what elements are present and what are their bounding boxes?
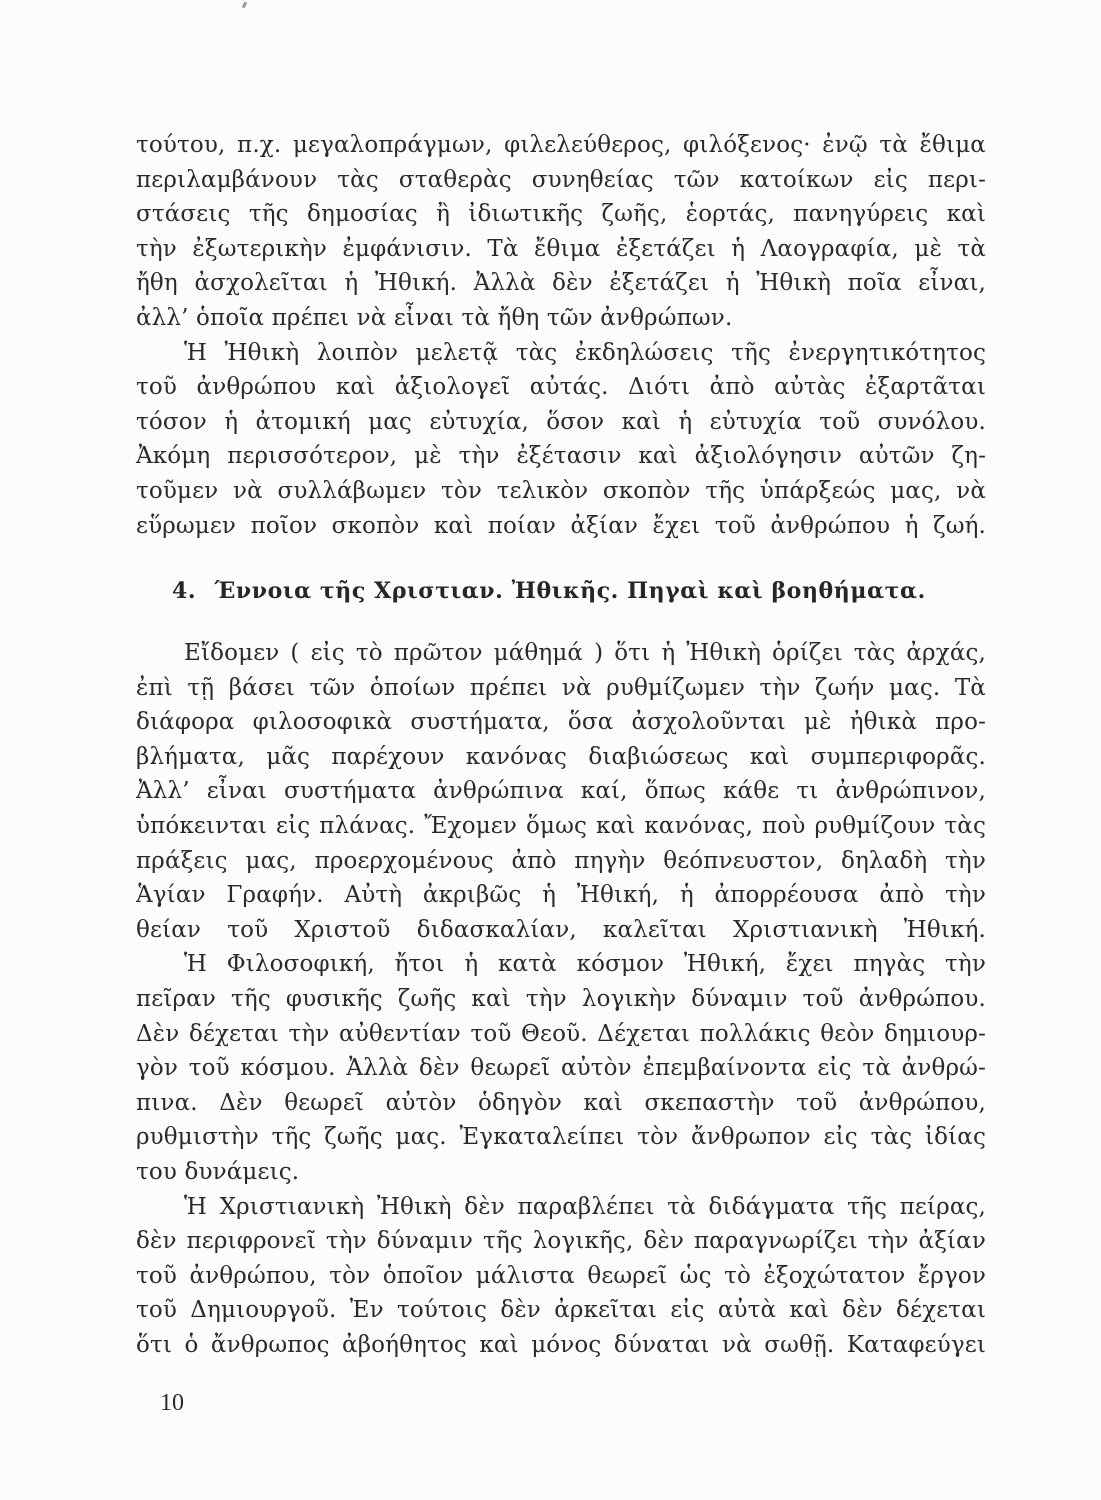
text-line: Ἁγίαν Γραφήν. Αὐτὴ ἀκριβῶς ἡ Ἠθική, ἡ ἀπορρέουσα ἀπὸ τὴν [136,882,986,909]
text-line: εὕρωμεν ποῖον σκοπὸν καὶ ποίαν ἀξίαν ἔχει τοῦ ἀνθρώπου ἡ ζωή. [136,512,986,539]
text-line: ρυθμιστὴν τῆς ζωῆς μας. Ἐγκαταλείπει τὸν ἄνθρωπον εἰς τὰς ἰδίας [136,1124,986,1151]
text-line: ἤθη ἀσχολεῖται ἡ Ἠθική. Ἀλλὰ δὲν ἐξετάζει ἡ Ἠθικὴ ποῖα εἶναι, [136,270,986,297]
text-line: Ἀκόμη περισσότερον, μὲ τὴν ἐξέτασιν καὶ ἀξιολόγησιν αὐτῶν ζη- [136,443,986,470]
text-line: τὴν ἐξωτερικὴν ἐμφάνισιν. Τὰ ἔθιμα ἐξετάζει ἡ Λαογραφία, μὲ τὰ [136,235,986,262]
scan-speck [242,2,247,9]
paragraph-1 [136,128,986,336]
text-line: στάσεις τῆς δημοσίας ἢ ἰδιωτικῆς ζωῆς, ἑορτάς, πανηγύρεις καὶ [136,201,986,228]
text-line: Ἡ Φιλοσοφική, ἤτοι ἡ κατὰ κόσμον Ἠθική, ἔχει πηγὰς τὴν [184,951,986,978]
text-line: ὅτι ὁ ἄνθρωπος ἀβοήθητος καὶ μόνος δύναται νὰ σωθῇ. Καταφεύγει [136,1331,986,1358]
text-line: Ἡ Χριστιανικὴ Ἠθικὴ δὲν παραβλέπει τὰ διδάγματα τῆς πείρας, [184,1193,986,1220]
paragraph-5 [136,1190,986,1363]
paragraph-2 [136,336,986,544]
text-line: Ἀλλ’ εἶναι συστήματα ἀνθρώπινα καί, ὅπως κάθε τι ἀνθρώπινον, [136,778,986,805]
text-line: ἀλλ’ ὁποῖα πρέπει νὰ εἶναι τὰ ἤθη τῶν ἀνθρώπων. [136,304,733,331]
section-heading [172,578,972,604]
paragraph-3 [136,636,986,947]
page-number: 10 [160,1390,184,1416]
text-line: του δυνάμεις. [136,1158,300,1185]
text-block-lower [136,636,986,1362]
paragraph-4 [136,947,986,1189]
text-line: τοῦ ἀνθρώπου καὶ ἀξιολογεῖ αὐτάς. Διότι ἀπὸ αὐτὰς ἐξαρτᾶται [136,374,986,401]
text-line: Δὲν δέχεται τὴν αὐθεντίαν τοῦ Θεοῦ. Δέχεται πολλάκις θεὸν δημιουρ- [136,1020,986,1047]
text-line: Ἡ Ἠθικὴ λοιπὸν μελετᾷ τὰς ἐκδηλώσεις τῆς ἐνεργητικότητος [184,339,986,366]
text-line: ἐπὶ τῇ βάσει τῶν ὁποίων πρέπει νὰ ρυθμίζωμεν τὴν ζωήν μας. Τὰ [136,674,986,701]
text-line: τοῦ Δημιουργοῦ. Ἐν τούτοις δὲν ἀρκεῖται εἰς αὐτὰ καὶ δὲν δέχεται [136,1297,986,1324]
text-line: γὸν τοῦ κόσμου. Ἀλλὰ δὲν θεωρεῖ αὐτὸν ἐπεμβαίνοντα εἰς τὰ ἀνθρώ- [136,1055,986,1082]
text-line: πινα. Δὲν θεωρεῖ αὐτὸν ὁδηγὸν καὶ σκεπαστὴν τοῦ ἀνθρώπου, [136,1089,986,1116]
text-line: πεῖραν τῆς φυσικῆς ζωῆς καὶ τὴν λογικὴν δύναμιν τοῦ ἀνθρώπου. [136,985,986,1012]
text-line: τοῦμεν νὰ συλλάβωμεν τὸν τελικὸν σκοπὸν τῆς ὑπάρξεώς μας, νὰ [136,477,986,504]
text-line: τοῦ ἀνθρώπου, τὸν ὁποῖον μάλιστα θεωρεῖ ὡς τὸ ἐξοχώτατον ἔργον [136,1262,986,1289]
text-line: Εἴδομεν ( εἰς τὸ πρῶτον μάθημά ) ὅτι ἡ Ἠθικὴ ὁρίζει τὰς ἀρχάς, [184,640,986,666]
text-line: τόσον ἡ ἀτομική μας εὐτυχία, ὅσον καὶ ἡ εὐτυχία τοῦ συνόλου. [136,408,986,435]
text-line: βλήματα, μᾶς παρέχουν κανόνας διαβιώσεως καὶ συμπεριφορᾶς. [136,743,986,770]
section-number: 4. [172,578,197,604]
text-line: διάφορα φιλοσοφικὰ συστήματα, ὅσα ἀσχολοῦνται μὲ ἠθικὰ προ- [136,709,986,736]
text-line: περιλαμβάνουν τὰς σταθερὰς συνηθείας τῶν κατοίκων εἰς περι- [136,166,986,193]
text-block-upper [136,128,986,543]
text-line: πράξεις μας, προερχομένους ἀπὸ πηγὴν θεόπνευστον, δηλαδὴ τὴν [136,847,986,874]
text-line: δὲν περιφρονεῖ τὴν δύναμιν τῆς λογικῆς, δὲν παραγνωρίζει τὴν ἀξίαν [136,1228,986,1255]
text-line: θείαν τοῦ Χριστοῦ διδασκαλίαν, καλεῖται Χριστιανικὴ Ἠθική. [136,916,986,943]
text-line: τούτου, π.χ. μεγαλοπράγμων, φιλελεύθερος, φιλόξενος· ἐνῷ τὰ ἔθιμα [136,132,986,158]
text-line: ὑπόκεινται εἰς πλάνας. Ἔχομεν ὅμως καὶ κανόνας, ποὺ ρυθμίζουν τὰς [136,812,986,839]
section-title: Έννοια τῆς Χριστιαν. Ἠθικῆς. Πηγαὶ καὶ βοηθήματα. [214,578,926,604]
